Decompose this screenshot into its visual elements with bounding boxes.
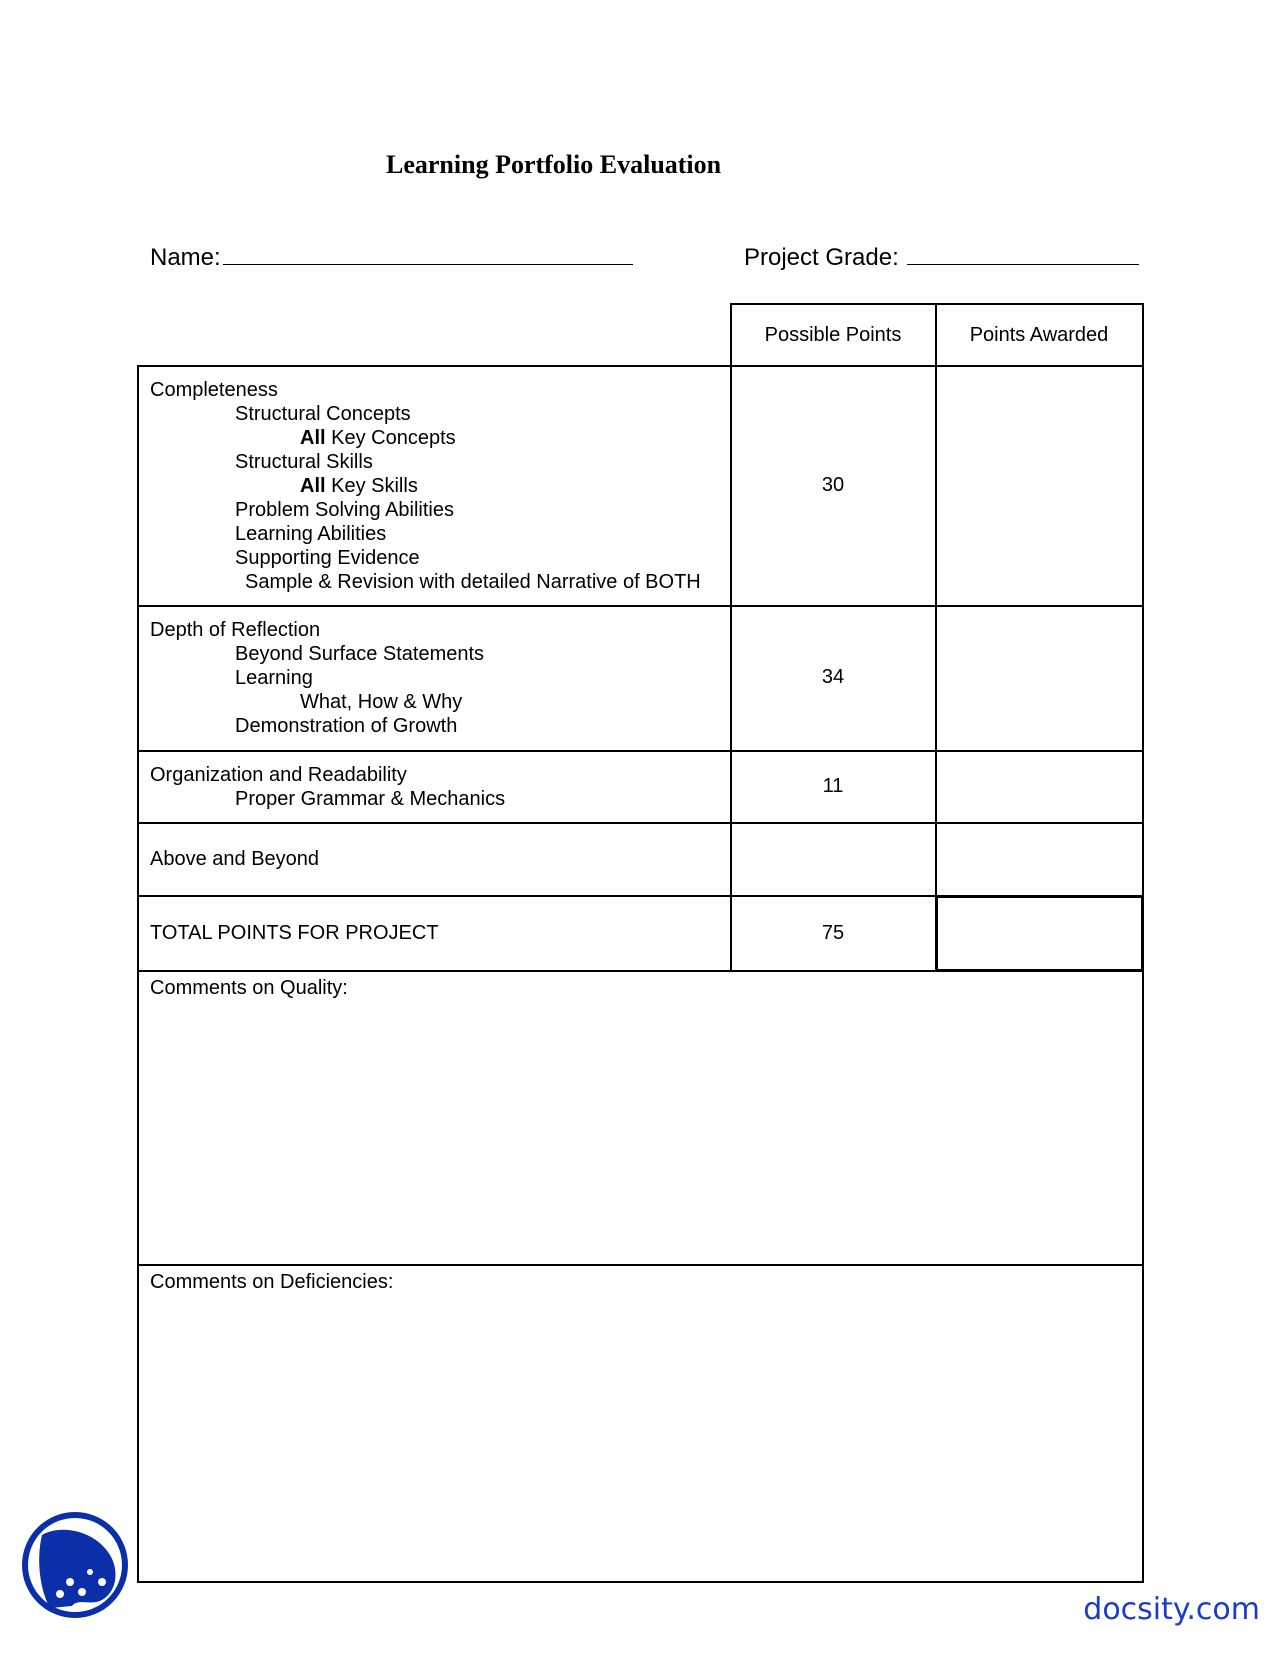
name-field[interactable] [150, 244, 633, 272]
criterion-total [150, 921, 439, 945]
criterion-title: Completeness [150, 379, 278, 401]
criterion-item: Sample & Revision with detailed Narrative of BOTH [245, 571, 701, 593]
grid-line [137, 822, 1144, 824]
grid-line [137, 605, 1144, 607]
header-points-awarded: Points Awarded [969, 324, 1109, 346]
criterion-item: Demonstration of Growth [235, 715, 458, 737]
grid-line [137, 1264, 1144, 1266]
criterion-subitem: All Key Skills [300, 475, 418, 497]
name-blank-line [223, 263, 633, 265]
brand-link[interactable]: docsity.com [1083, 1592, 1260, 1627]
criterion-item: Learning [235, 667, 313, 689]
grade-field[interactable] [744, 244, 1139, 272]
criterion-item: Supporting Evidence [235, 547, 420, 569]
grade-label: Project Grade: [744, 244, 899, 271]
comments-deficiencies-label: Comments on Deficiencies: [150, 1271, 394, 1293]
grid-line [730, 303, 1144, 305]
grid-line [137, 1581, 1144, 1583]
grid-line [137, 365, 139, 1582]
criterion-item: Structural Skills [235, 451, 373, 473]
criterion-item: Problem Solving Abilities [235, 499, 454, 521]
criterion-subitem: All Key Concepts [300, 427, 456, 449]
criterion-depth [150, 618, 484, 738]
points-depth: 34 [821, 666, 845, 688]
criterion-above-beyond [150, 847, 319, 871]
criterion-item: Beyond Surface Statements [235, 643, 485, 665]
grade-blank-line [907, 263, 1139, 265]
points-total: 75 [821, 922, 845, 944]
grid-line [137, 365, 1144, 367]
grid-line [730, 303, 732, 971]
points-organization: 11 [822, 775, 844, 797]
docsity-logo-icon [20, 1510, 130, 1620]
comments-quality-label: Comments on Quality: [150, 977, 348, 999]
points-completeness: 30 [821, 474, 845, 496]
grid-line [137, 750, 1144, 752]
grid-line [935, 303, 937, 971]
criterion-title: Depth of Reflection [150, 619, 321, 641]
criterion-completeness [150, 378, 701, 594]
criterion-item: Proper Grammar & Mechanics [235, 788, 506, 810]
criterion-organization [150, 763, 505, 811]
header-possible-points: Possible Points [764, 324, 902, 346]
name-label: Name: [150, 244, 221, 271]
total-awarded-box[interactable] [935, 895, 1144, 972]
criterion-title: Organization and Readability [150, 764, 407, 786]
criterion-title: TOTAL POINTS FOR PROJECT [150, 922, 439, 944]
page-title: Learning Portfolio Evaluation [386, 150, 722, 179]
criterion-subitem: What, How & Why [300, 691, 463, 713]
criterion-item: Learning Abilities [235, 523, 387, 545]
criterion-item: Structural Concepts [235, 403, 411, 425]
criterion-title: Above and Beyond [150, 848, 320, 870]
